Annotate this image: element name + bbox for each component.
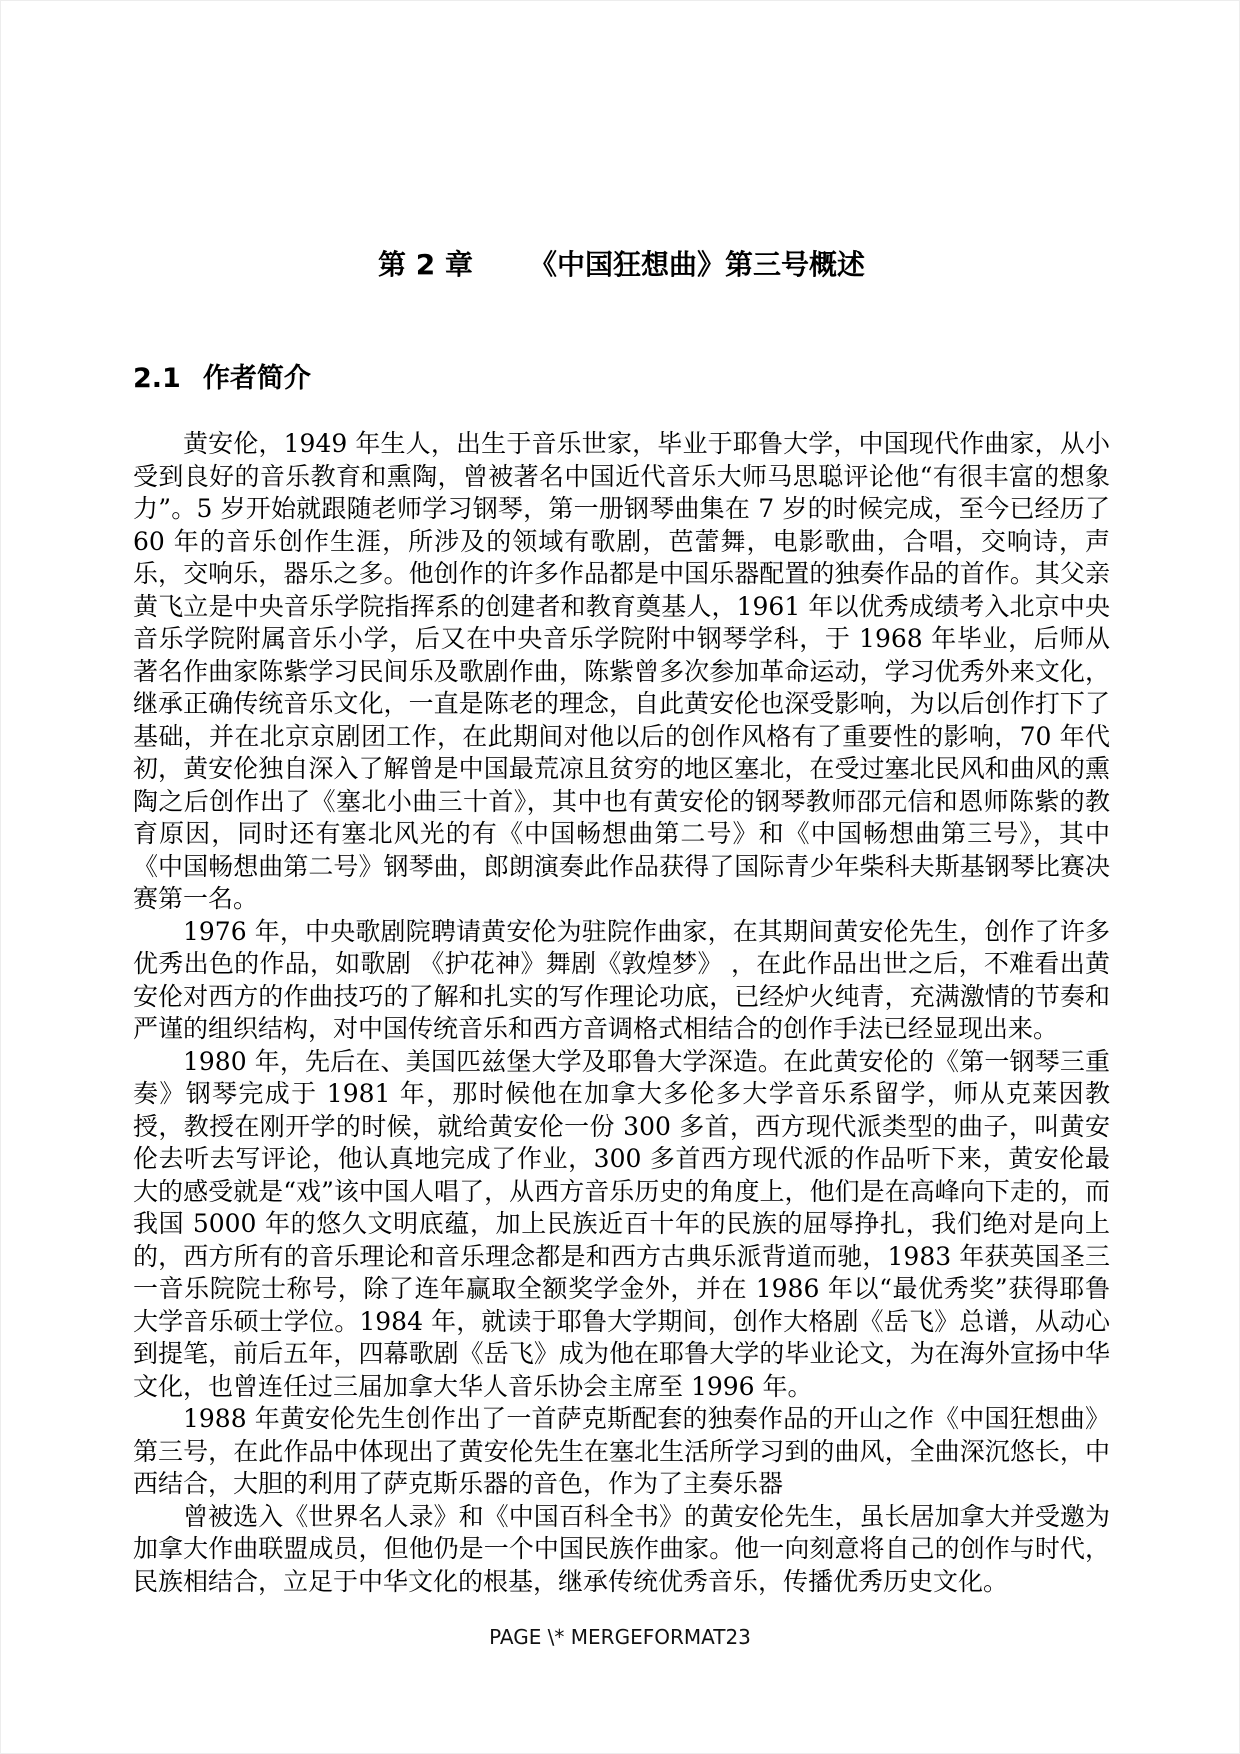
page-footer [0, 1624, 1240, 1650]
chapter-title: 《中国狂想曲》第三号概述 [528, 248, 865, 281]
page-number-field-code: PAGE \* MERGEFORMAT23 [489, 1625, 751, 1649]
chapter-number: 第 2 章 [378, 248, 473, 281]
paragraph-1976: 1976 年，中央歌剧院聘请黄安伦为驻院作曲家，在其期间黄安伦先生，创作了许多优秀出色的作品，如歌剧 《护花神》舞剧《敦煌梦》 ，在此作品出世之后，不难看出黄安伦对西方的作曲技巧的了解和扎实的写作理论功底，已经炉火纯青，充满激情的节奏和严谨的组织结构，对中国传统音乐和西方音调格式相结合的创作手法已经显现出来。 [133, 916, 1110, 1043]
paragraph-1980: 1980 年，先后在、美国匹兹堡大学及耶鲁大学深造。在此黄安伦的《第一钢琴三重奏》钢琴完成于 1981 年，那时候他在加拿大多伦多大学音乐系留学，师从克莱因教授，教授在刚开学的时候，就给黄安伦一份 300 多首，西方现代派类型的曲子，叫黄安伦去听去写评论，他认真地完成了作业，300 多首西方现代派的作品听下来，黄安伦最大的感受就是“戏”该中国人唱了，从西方音乐历史的角度上，他们是在高峰向下走的，而我国 5000 年的悠久文明底蕴，加上民族近百十年的民族的屈辱挣扎，我们绝对是向上的，西方所有的音乐理论和音乐理念都是和西方古典乐派背道而驰，1983 年获英国圣三一音乐院院士称号，除了连年赢取全额奖学金外，并在 1986 年以“最优秀奖”获得耶鲁大学音乐硕士学位。1984 年，就读于耶鲁大学期间，创作大格剧《岳飞》总谱，从动心到提笔，前后五年，四幕歌剧《岳飞》成为他在耶鲁大学的毕业论文，为在海外宣扬中华文化，也曾连任过三届加拿大华人音乐协会主席至 1996 年。 [133, 1046, 1110, 1401]
paragraph-1988: 1988 年黄安伦先生创作出了一首萨克斯配套的独奏作品的开山之作《中国狂想曲》第三号，在此作品中体现出了黄安伦先生在塞北生活所学习到的曲风，全曲深沉悠长，中西结合，大胆的利用了萨克斯乐器的音色，作为了主奏乐器 [133, 1404, 1110, 1498]
paragraph-honors: 曾被选入《世界名人录》和《中国百科全书》的黄安伦先生，虽长居加拿大并受邀为加拿大作曲联盟成员，但他仍是一个中国民族作曲家。他一向刻意将自己的创作与时代，民族相结合，立足于中华文化的根基，继承传统优秀音乐，传播优秀历史文化。 [133, 1501, 1110, 1596]
section-number: 2.1 [133, 363, 181, 394]
section-heading [133, 362, 1110, 396]
body-content [133, 428, 1110, 1598]
section-title: 作者简介 [202, 363, 311, 394]
paragraph-author-intro: 黄安伦，1949 年生人，出生于音乐世家，毕业于耶鲁大学，中国现代作曲家，从小受到良好的音乐教育和熏陶，曾被著名中国近代音乐大师马思聪评论他“有很丰富的想象力”。5 岁开始就跟随老师学习钢琴，第一册钢琴曲集在 7 岁的时候完成，至今已经历了 60 年的音乐创作生涯，所涉及的领域有歌剧，芭蕾舞，电影歌曲，合唱，交响诗，声乐，交响乐，器乐之多。他创作的许多作品都是中国乐器配置的独奏作品的首作。其父亲黄飞立是中央音乐学院指挥系的创建者和教育奠基人，1961 年以优秀成绩考入北京中央音乐学院附属音乐小学，后又在中央音乐学院附中钢琴学科，于 1968 年毕业，后师从著名作曲家陈紫学习民间乐及歌剧作曲，陈紫曾多次参加革命运动，学习优秀外来文化，继承正确传统音乐文化，一直是陈老的理念，自此黄安伦也深受影响，为以后创作打下了基础，并在北京京剧团工作，在此期间对他以后的创作风格有了重要性的影响，70 年代初，黄安伦独自深入了解曾是中国最荒凉且贫穷的地区塞北，在受过塞北民风和曲风的熏陶之后创作出了《塞北小曲三十首》，其中也有黄安伦的钢琴教师邵元信和恩师陈紫的教育原因，同时还有塞北风光的有《中国畅想曲第二号》和《中国畅想曲第三号》，其中《中国畅想曲第二号》钢琴曲，郎朗演奏此作品获得了国际青少年柴科夫斯基钢琴比赛决赛第一名。 [133, 429, 1110, 913]
chapter-heading [133, 247, 1110, 283]
